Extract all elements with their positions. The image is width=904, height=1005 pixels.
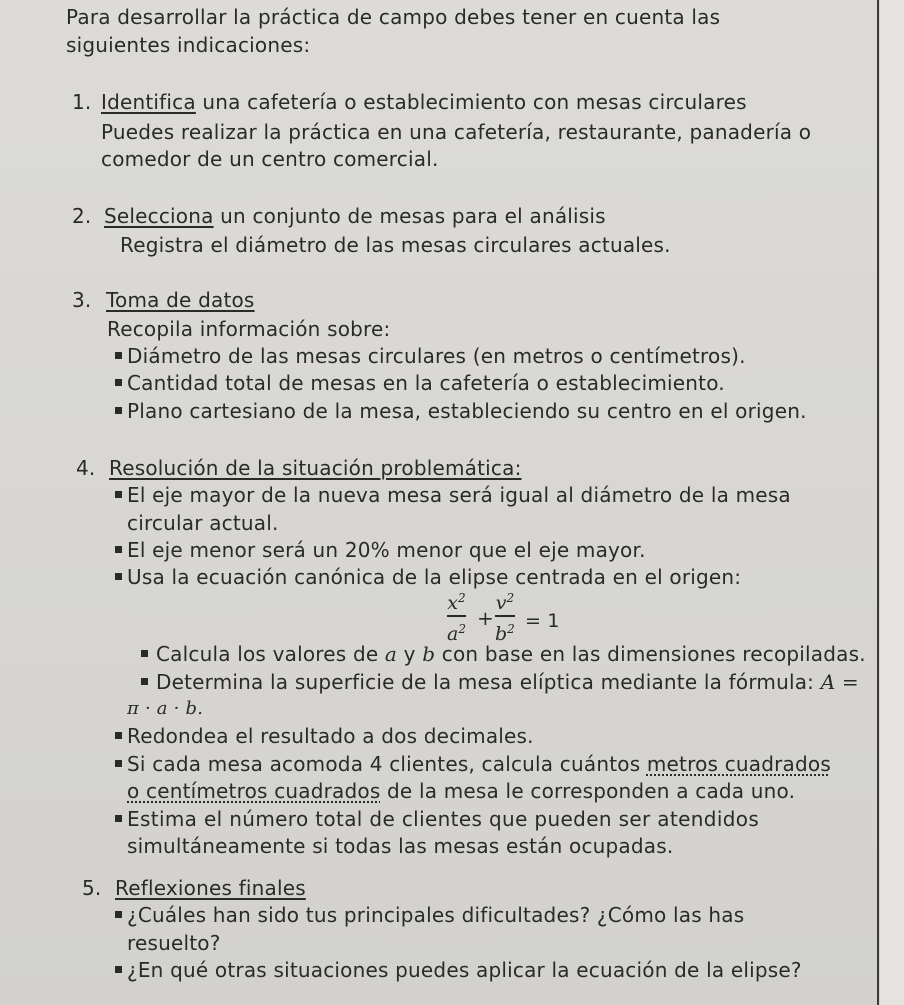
step3-title: Toma de datos (106, 288, 255, 312)
equation-fraction-x (447, 588, 466, 644)
b4-a: a (384, 642, 398, 666)
step3-bullet-1: Diámetro de las mesas circulares (en metros o centímetros). (127, 344, 746, 368)
step4-bullet-4 (156, 642, 866, 666)
bullet-icon (115, 379, 122, 386)
step2-body-1: Registra el diámetro de las mesas circulares actuales. (120, 233, 671, 257)
page-edge (880, 0, 904, 1005)
step5-bullet-1-line-2: resuelto? (127, 931, 221, 955)
bullet-icon (115, 546, 122, 553)
bullet-icon (115, 352, 122, 359)
eq-b: b (495, 622, 508, 645)
eq-plus: + (477, 606, 494, 630)
step4-bullet-5-line-1 (156, 670, 859, 694)
bullet-icon (115, 573, 122, 580)
bullet-icon (115, 966, 122, 973)
equation-fraction-y (495, 588, 515, 644)
eq-exp: 2 (458, 591, 466, 605)
step3-bullet-2: Cantidad total de mesas en la cafetería o establecimiento. (127, 371, 725, 395)
bullet-icon (115, 732, 122, 739)
bullet-icon (115, 815, 122, 822)
b4-b: b (422, 642, 436, 666)
step4-bullet-7-line-2 (127, 779, 795, 803)
b4-post: con base en las dimensiones recopiladas. (435, 642, 866, 666)
step1-title-rest: una cafetería o establecimiento con mesas circulares (195, 90, 747, 114)
step2-title-rest: un conjunto de mesas para el análisis (213, 204, 606, 228)
step3-bullet-3: Plano cartesiano de la mesa, estableciendo su centro en el origen. (127, 399, 807, 423)
bullet-icon (115, 407, 122, 414)
bullet-icon (141, 650, 148, 657)
eq-a: a (447, 622, 459, 645)
step5-bullet-2: ¿En qué otras situaciones puedes aplicar la ecuación de la elipse? (127, 958, 802, 982)
eq-rhs: = 1 (525, 610, 560, 632)
step1-title: Identifica (101, 90, 196, 114)
step3-number: 3. (72, 288, 92, 312)
b7-pre: Si cada mesa acomoda 4 clientes, calcula cuántos (127, 752, 647, 776)
step1-heading (101, 90, 747, 114)
step4-bullet-8-line-1: Estima el número total de clientes que pueden ser atendidos (127, 807, 760, 831)
b5-A: A = (820, 670, 859, 694)
bullet-icon (115, 760, 122, 767)
step1-number: 1. (72, 90, 92, 114)
bullet-icon (115, 911, 122, 918)
intro-line-1: Para desarrollar la práctica de campo debes tener en cuenta las (66, 5, 721, 29)
step5-bullet-1-line-1: ¿Cuáles han sido tus principales dificultades? ¿Cómo las has (127, 903, 745, 927)
bullet-icon (115, 491, 122, 498)
step2-heading (104, 204, 606, 228)
step4-bullet-6: Redondea el resultado a dos decimales. (127, 724, 534, 748)
step4-bullet-1-line-2: circular actual. (127, 511, 279, 535)
eq-exp: 2 (507, 621, 515, 636)
eq-x: x (447, 592, 459, 614)
b5-text: Determina la superficie de la mesa elíptica mediante la fórmula: (156, 670, 821, 694)
bullet-icon (141, 678, 148, 685)
b7-underlined-2: o centímetros cuadrados (127, 779, 381, 803)
step5-number: 5. (82, 876, 102, 900)
step2-title: Selecciona (104, 204, 214, 228)
step5-title: Reflexiones finales (115, 876, 306, 900)
b7-underlined-1: metros cuadrados (646, 752, 831, 776)
b4-pre: Calcula los valores de (156, 642, 385, 666)
b4-mid: y (397, 642, 423, 666)
step1-body-1: Puedes realizar la práctica en una cafetería, restaurante, panadería o (101, 120, 812, 144)
step4-bullet-1-line-1: El eje mayor de la nueva mesa será igual al diámetro de la mesa (127, 483, 791, 507)
eq-exp: 2 (506, 591, 515, 605)
eq-exp: 2 (458, 621, 466, 636)
eq-v: v (495, 592, 507, 614)
step4-title: Resolución de la situación problemática: (109, 456, 522, 480)
step4-bullet-8-line-2: simultáneamente si todas las mesas están ocupadas. (127, 834, 674, 858)
step4-bullet-7-line-1 (127, 752, 831, 776)
step1-body-2: comedor de un centro comercial. (101, 147, 439, 171)
b7-post: de la mesa le corresponden a cada uno. (380, 779, 796, 803)
step2-number: 2. (72, 204, 92, 228)
step4-number: 4. (76, 456, 96, 480)
step4-bullet-3: Usa la ecuación canónica de la elipse centrada en el origen: (127, 565, 742, 589)
intro-line-2: siguientes indicaciones: (66, 33, 311, 57)
step4-bullet-5-line-2: π · a · b. (127, 698, 204, 719)
step4-bullet-2: El eje menor será un 20% menor que el eje mayor. (127, 538, 646, 562)
step3-lead: Recopila información sobre: (107, 317, 391, 341)
